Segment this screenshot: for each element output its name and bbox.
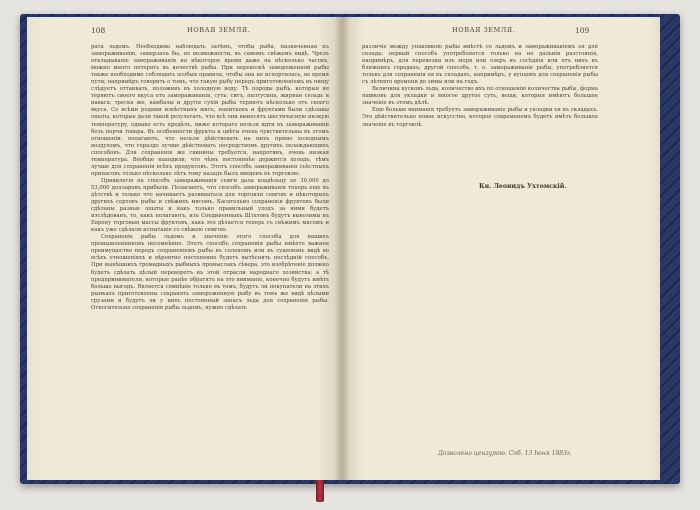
author-signature: Кн. Леонидъ Ухтомскій. [479, 183, 567, 190]
censorship-note: Дозволено цензурою. Спб. 13 Іюня 1883г. [438, 450, 572, 457]
left-paragraph-3: Сохраненіе рыбы льдомъ и значеніе этого способа для нашихъ промышленниковъ несомнѣнно. Этотъ способъ сохраненія рыбы имѣетъ важное преимущество передъ сохраненіемъ рыбы въ соленомъ или въ сушеномъ видѣ во всѣхъ отношеніяхъ и вѣроятно постепенно будетъ вытѣснять послѣдній способъ. При нынѣшнихъ громадныхъ рыбныхъ промыслахъ сѣвера, это изобрѣтеніе должно будетъ сдѣлать цѣлый переворотъ въ этой отрасли народнаго хозяйства; а тѣ предприниматели, которые ранѣе обратятъ на это вниманіе, конечно будутъ имѣть больше выгодъ. Является сомнѣніе только въ томъ, будутъ ли покупатели на этихъ рынкахъ приготовлены сохранять замороженную рыбу въ томъ же видѣ цѣлыми грузами и будутъ ли у нихъ постоянный запасъ льда для сохраненія рыбы. Относительно сохраненія рыбы льдомъ, нужно сдѣлать [91, 234, 329, 311]
left-running-head: НОВАЯ ЗЕМЛЯ. [187, 26, 251, 34]
left-page-number: 108 [91, 26, 106, 35]
right-paragraph-1: различіе между упаковкою рыбы вмѣстѣ со льдомъ и замораживаніемъ ея для склада; первый способъ употребляется только на не дальнія разстоянія, напримѣръ, для перевозки изъ моря или озеръ въ сосѣднія или отъ нихъ въ ближнихъ городахъ; другой способъ, т. е. замораживаніе рыбы, употребляется только для сохраненія ея въ складахъ, напримѣръ, у купцовъ для сохраненія рыбы съ лѣтняго времени до зимы или на годъ. [362, 44, 598, 86]
book-gutter [334, 17, 350, 480]
right-page-number: 109 [575, 26, 590, 35]
left-page-text [91, 44, 329, 462]
left-paragraph-2: Привилегія на способъ замораживанія семги дала владѣльцу ее 30,000 до 53,000 долларовъ прибыли. Полагаютъ, что способъ замораживанія теперь еще въ дѣтствѣ и только что начинаетъ развиваться для торговли семгою и нѣкоторыхъ другихъ сортовъ рыбы и свѣжихъ мясомъ. Касательно сохраненія фруктовъ были сдѣланы разные опыты и какъ только правильный уходъ за ними будетъ изслѣдованъ, то, какъ полагаютъ, изъ Соединенныхъ Штатовъ будутъ вывозимы въ Европу торговыя массы фруктовъ, какъ это дѣлается теперь съ свѣжимъ мясомъ и какъ уже сдѣлали испытаніе со свѣжею семгою. [91, 177, 329, 234]
right-paragraph-3: Еще больше вниманія требуетъ замораживаніе рыбы и укладки ея въ складахъ. Это дѣйствительно новое искусство, которое современемъ будетъ имѣть большое значеніе въ торговлѣ. [362, 107, 598, 128]
right-running-head: НОВАЯ ЗЕМЛЯ. [452, 26, 516, 34]
bookmark-ribbon [316, 480, 324, 502]
right-paragraph-2: Величина кусковъ льда, количество ихъ по отношенію количества рыбы, форма ящиковъ для укладки и многое другое суть, вещи, которыя имѣютъ большое значеніе въ этомъ дѣлѣ. [362, 86, 598, 107]
left-paragraph-1: рата льдомъ. Необходимо наблюдать затѣмъ, чтобы рыба, назначенная къ замораживанію, замерзала бы, по возможности, въ самомъ свѣжемъ видѣ. Чрезъ откладываніе замораживанія на нѣкоторое время даже на нѣсколько часовъ, можно много потерять въ качествѣ рыбы. При перевозкѣ замороженной рыбы также необходимо соблюдать особыя правила, чтобы она не испортилась, во время пути; напримѣръ говорить о томъ, что такую рыбу передъ приготовленіемъ въ пищу слѣдуетъ оттаивать, положивъ въ холодную воду. Тѣ породы рыбъ, которыя не теряютъ своего вкуса отъ замораживанія, суть: сигъ, палтусина, жирная сельдь и навага; треска же, камбалы и другія сухія рыбы теряютъ нѣсколько отъ своего вкуса. Со всѣми родами извѣстныхъ мясъ, напитковъ и фруктами были сдѣланы опыты, которые дали такой результатъ, что всѣ они выносятъ шестичасную низкую температуру, однако есть предѣлъ, ниже котораго нельзя идти въ замораживаніи безъ порчи товара. Въ особенности фрукты и цвѣты очень чувствительны въ этомъ отношеніи; полагаютъ, что нельзя дѣйствовать на нихъ прямо холоднымъ воздухомъ, что гораздо лучше дѣйствовать посредствомъ другихъ охлаждающихъ способовъ. Для сохраненія же свинины требуется, напротивъ, очень низкая температура. Вообще находили, что чѣмъ постояннѣе держится холодъ, тѣмъ лучше для сохраненія всѣхъ продуктовъ. Этотъ способъ замораживанія съѣстныхъ припасовъ только нѣсколько лѣтъ тому назадъ былъ введенъ въ торговлю. [91, 44, 329, 177]
right-page-text [362, 44, 598, 164]
